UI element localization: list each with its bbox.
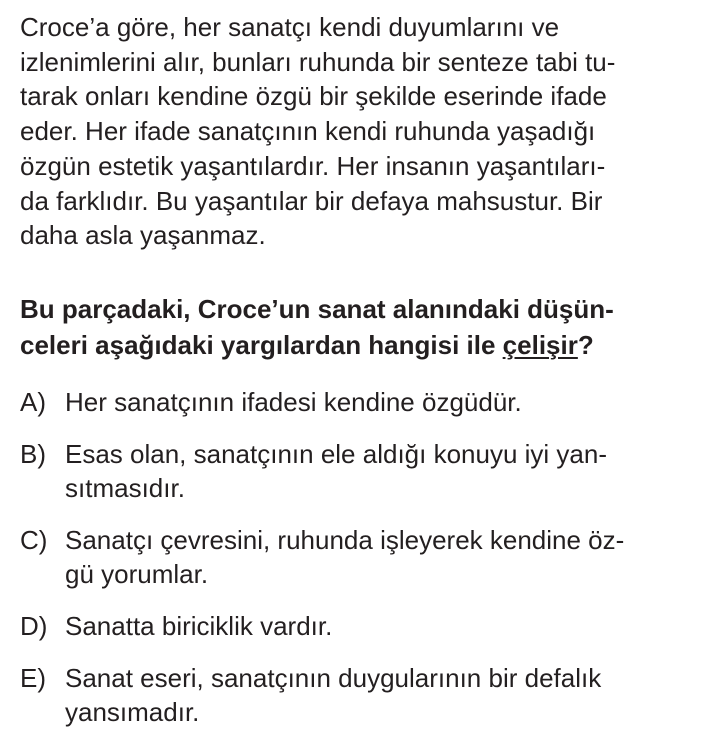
passage-line: izlenimlerini alır, bunları ruhunda bir senteze tabi tu-: [20, 46, 616, 77]
question-keyword: çelişir: [502, 329, 578, 360]
option-line: Esas olan, sanatçının ele aldığı konuyu iyi yan-: [65, 438, 607, 469]
passage-line: Croce’a göre, her sanatçı kendi duyumlarını ve: [20, 12, 560, 42]
question-line: celeri aşağıdaki yargılardan hangisi ile: [20, 329, 503, 360]
option-letter: A): [20, 386, 46, 417]
option-e[interactable]: [20, 661, 707, 729]
option-text: [65, 437, 707, 505]
option-line: Sanatçı çevresini, ruhunda işleyerek kendine öz-: [65, 524, 625, 555]
passage-line: özgün estetik yaşantılardır. Her insanın yaşantıları-: [20, 150, 606, 181]
option-line: Sanat eseri, sanatçının duygularının bir defalık: [65, 662, 602, 693]
passage-line: tarak onları kendine özgü bir şekilde eserinde ifade: [20, 81, 607, 112]
option-line: Sanatta biriciklik vardır.: [65, 610, 333, 641]
passage: [20, 10, 707, 253]
option-line: Her sanatçının ifadesi kendine özgüdür.: [65, 386, 522, 417]
option-line: gü yorumlar.: [65, 558, 209, 589]
option-text: [65, 523, 707, 591]
question-mark: ?: [577, 329, 594, 360]
answer-options: [20, 385, 707, 729]
option-text: [65, 609, 707, 643]
passage-line: da farklıdır. Bu yaşantılar bir defaya mahsustur. Bir: [20, 185, 603, 216]
passage-line: eder. Her ifade sanatçının kendi ruhunda yaşadığı: [20, 116, 596, 147]
passage-line: daha asla yaşanmaz.: [20, 220, 266, 251]
option-letter: D): [20, 610, 48, 641]
option-a[interactable]: [20, 385, 707, 419]
passage-text: [20, 10, 707, 253]
option-letter: E): [20, 662, 46, 693]
option-text: [65, 661, 707, 729]
question-line: Bu parçadaki, Croce’un sanat alanındaki düşün-: [20, 293, 614, 324]
option-line: yansımadır.: [65, 696, 200, 727]
option-d[interactable]: [20, 609, 707, 643]
option-letter: B): [20, 438, 46, 469]
question-stem: [20, 291, 707, 363]
option-b[interactable]: [20, 437, 707, 505]
option-letter: C): [20, 524, 48, 555]
option-c[interactable]: [20, 523, 707, 591]
option-text: [65, 385, 707, 419]
option-line: sıtmasıdır.: [65, 472, 185, 503]
